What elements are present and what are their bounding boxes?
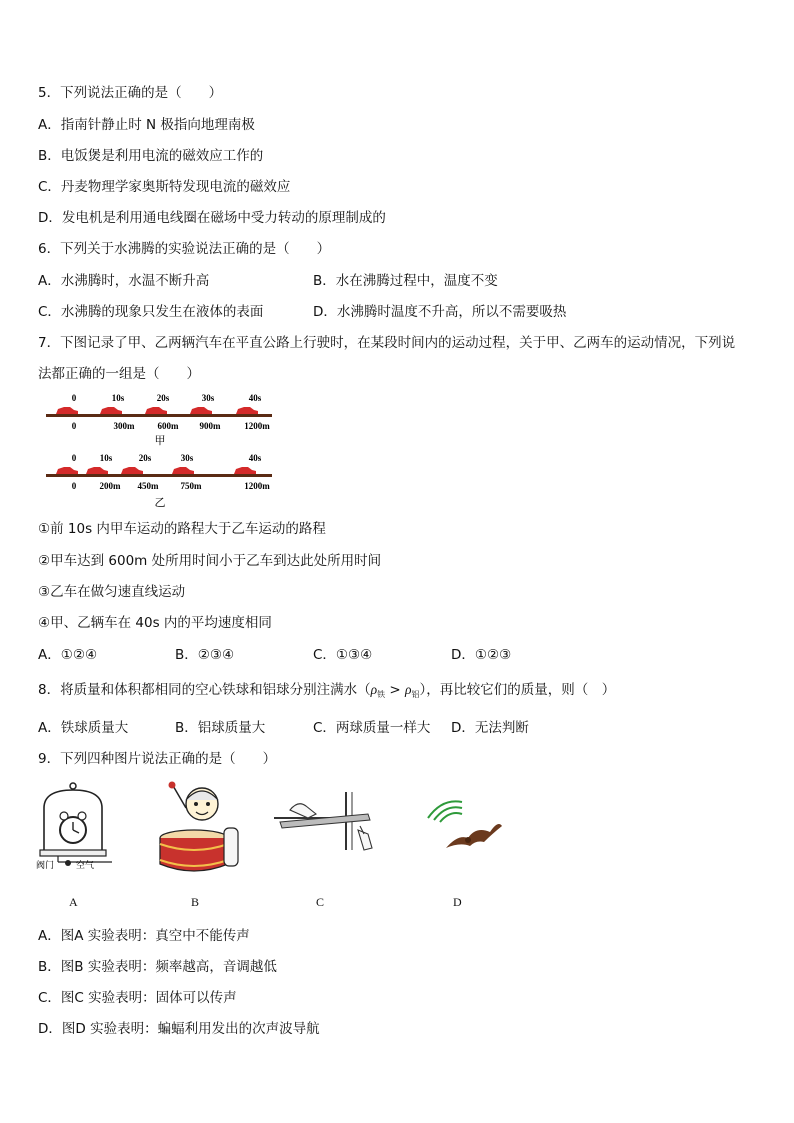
jia-label: 甲 [154,434,166,447]
car-icon [100,407,122,414]
rho-iron-subscript: 铁 [377,690,386,699]
q9-option-c: C．图C 实验表明：固体可以传声 [38,990,237,1006]
jia-time-label: 30s [201,393,215,403]
car-icon [236,407,258,414]
yi-road [46,474,272,477]
figure-d-bat [418,790,504,860]
jia-distance-label: 600m [157,421,179,431]
q7-option-a: A．①②④ [38,647,98,663]
jia-distance-label: 0 [71,421,77,431]
q8-option-d: D．无法判断 [451,720,529,736]
jia-distance-label: 1200m [244,421,270,431]
yi-time-label: 40s [248,453,262,463]
q8-option-c: C．两球质量一样大 [313,720,431,736]
figure-label-c: C [316,895,325,909]
car-motion-figure [44,392,276,510]
figure-label-b: B [191,895,200,909]
q7-option-d: D．①②③ [451,647,512,663]
car-motion-svg [44,392,276,510]
q7-option-b: B．②③④ [175,647,235,663]
jia-time-label: 40s [248,393,262,403]
yi-distance-label: 750m [180,481,202,491]
q8-stem [38,681,615,704]
jia-time-label: 10s [111,393,125,403]
jia-distance-label: 300m [113,421,135,431]
q9-stem: 9．下列四种图片说法正确的是（ ） [38,751,277,767]
q5-stem: 5．下列说法正确的是（ ） [38,85,223,101]
car-icon [56,407,78,414]
yi-distance-label: 450m [137,481,159,491]
figure-a-bell-jar [36,780,114,872]
jia-car-icons [56,407,258,414]
fig-a-air-label: 空气 [76,861,95,871]
car-icon [234,467,256,474]
q8-option-a: A．铁球质量大 [38,720,129,736]
q8-option-b: B．铝球质量大 [175,720,266,736]
q8-stem-before: 8．将质量和体积都相同的空心铁球和铝球分别注满水（ [38,682,371,698]
jia-row [46,393,272,447]
yi-distance-label: 0 [71,481,77,491]
q6-option-d: D．水沸腾时温度不升高，所以不需要吸热 [313,304,567,320]
figure-label-d: D [453,895,462,909]
q6-option-a: A．水沸腾时，水温不断升高 [38,273,210,289]
rho-aluminum-subscript: 铝 [411,690,420,699]
q9-option-a: A．图A 实验表明：真空中不能传声 [38,928,250,944]
q7-statement-3: ③乙车在做匀速直线运动 [38,584,186,600]
rho-aluminum: ρ [404,682,412,697]
q5-option-b: B．电饭煲是利用电流的磁效应工作的 [38,148,264,164]
q6-option-b: B．水在沸腾过程中，温度不变 [313,273,498,289]
yi-time-label: 30s [180,453,194,463]
yi-car-icons [56,467,256,474]
q5-option-d: D．发电机是利用通电线圈在磁场中受力转动的原理制成的 [38,210,386,226]
jia-road [46,414,272,417]
q7-statement-1: ①前 10s 内甲车运动的路程大于乙车运动的路程 [38,521,326,537]
jia-distance-label: 900m [199,421,221,431]
figure-c-ruler [272,790,376,860]
greater-than: > [385,682,405,698]
q5-option-c: C．丹麦物理学家奥斯特发现电流的磁效应 [38,179,291,195]
q7-stem-line2: 法都正确的一组是（ ） [38,366,200,382]
car-icon [190,407,212,414]
car-icon [56,467,78,474]
q7-statement-2: ②甲车达到 600m 处所用时间小于乙车到达此处所用时间 [38,553,382,569]
fig-a-valve-label: 阀门 [36,861,55,871]
yi-distance-label: 1200m [244,481,270,491]
drummer-icon [152,780,240,880]
car-icon [86,467,108,474]
q8-stem-after: ），再比较它们的质量，则（ ） [419,682,616,698]
yi-row [46,453,272,509]
jia-time-label: 20s [156,393,170,403]
yi-time-label: 0 [71,453,77,463]
q7-statement-4: ④甲、乙辆车在 40s 内的平均速度相同 [38,615,272,631]
car-icon [145,407,167,414]
car-icon [172,467,194,474]
figure-b-drummer [152,780,240,880]
q6-stem: 6．下列关于水沸腾的实验说法正确的是（ ） [38,241,331,257]
q9-option-b: B．图B 实验表明：频率越高，音调越低 [38,959,277,975]
bell-jar-icon [36,780,114,872]
yi-distance-label: 200m [99,481,121,491]
yi-label: 乙 [154,496,166,509]
figure-label-a: A [69,895,78,909]
q6-option-c: C．水沸腾的现象只发生在液体的表面 [38,304,264,320]
bat-sonar-icon [418,790,504,860]
yi-time-label: 20s [138,453,152,463]
rho-iron: ρ [370,682,378,697]
q9-option-d: D．图D 实验表明：蝙蝠利用发出的次声波导航 [38,1021,320,1037]
jia-time-label: 0 [71,393,77,403]
car-icon [121,467,143,474]
ruler-table-icon [272,790,376,860]
q5-option-a: A．指南针静止时 N 极指向地理南极 [38,117,255,133]
yi-time-label: 10s [99,453,113,463]
q7-option-c: C．①③④ [313,647,373,663]
q7-stem-line1: 7．下图记录了甲、乙两辆汽车在平直公路上行驶时，在某段时间内的运动过程，关于甲、乙两车的运动情况，下列说 [38,335,736,351]
